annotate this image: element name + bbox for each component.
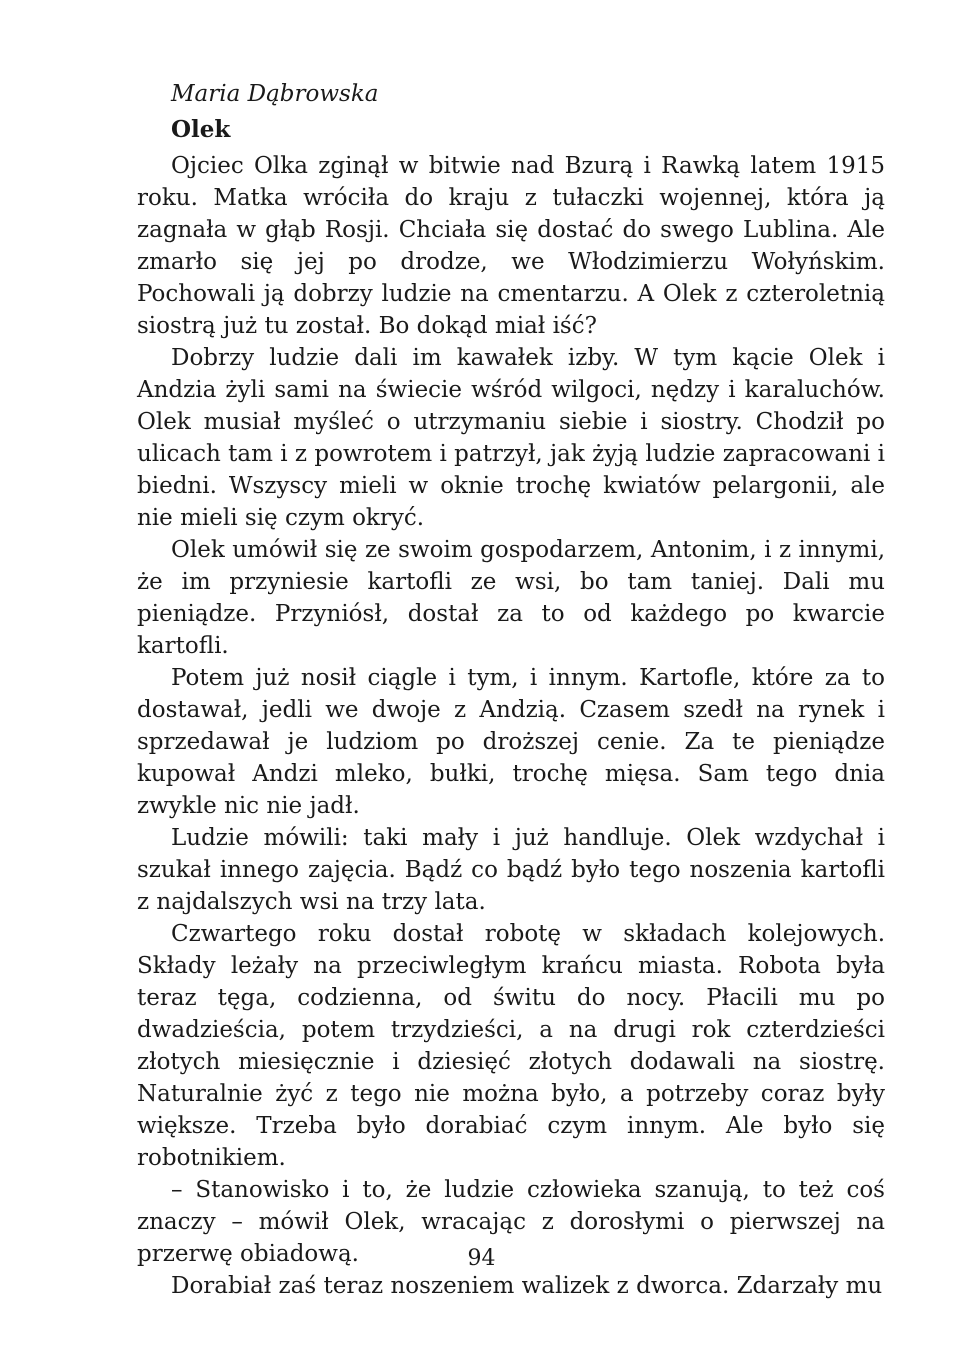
paragraph-6: Czwartego roku dostał robotę w składach kolejowych. Składy leżały na przeciwległym krańcu miasta. Robota była teraz tęga, codzienna, od świtu do nocy. Płacili mu po dwadzieścia, potem trzydzieści, a na drugi rok czterdzieści złotych miesięcznie i dziesięć złotych dodawali na siostrę. Naturalnie żyć z tego nie można było, a potrzeby coraz były większe. Trzeba było dorabiać czym innym. Ale było się robotnikiem.	[137, 921, 885, 1171]
paragraph-4: Potem już nosił ciągle i tym, i innym. Kartofle, które za to dostawał, jedli we dwoje z Andzią. Czasem szedł na rynek i sprzedawał je ludziom po droższej cenie. Za te pieniądze kupował Andzi mleko, bułki, trochę mięsa. Sam tego dnia zwykle nic nie jadł.	[137, 665, 885, 819]
paragraph-5: Ludzie mówili: taki mały i już handluje. Olek wzdychał i szukał innego zajęcia. Bądź co bądź było tego noszenia kartofli z najdalszych wsi na trzy lata.	[137, 825, 885, 915]
page-body	[137, 78, 885, 1302]
author-name: Maria Dąbrowska	[171, 81, 379, 107]
page-number: 94	[467, 1246, 496, 1271]
paragraph-3: Olek umówił się ze swoim gospodarzem, Antonim, i z innymi, że im przyniesie kartofli ze wsi, bo tam taniej. Dali mu pieniądze. Przyniósł, dostał za to od każdego po kwarcie kartofli.	[137, 537, 885, 659]
paragraph-1: Ojciec Olka zginął w bitwie nad Bzurą i Rawką latem 1915 roku. Matka wróciła do kraju z tułaczki wojennej, która ją zagnała w głąb Rosji. Chciała się dostać do swego Lublina. Ale zmarło się jej po drodze, we Włodzimierzu Wołyńskim. Pochowali ją dobrzy ludzie na cmentarzu. A Olek z czteroletnią siostrą już tu został. Bo dokąd miał iść?	[137, 153, 885, 339]
paragraph-8: Dorabiał zaś teraz noszeniem walizek z dworca. Zdarzały mu	[171, 1273, 883, 1299]
paragraph-2: Dobrzy ludzie dali im kawałek izby. W tym kącie Olek i Andzia żyli sami na świecie wśród wilgoci, nędzy i karaluchów. Olek musiał myśleć o utrzymaniu siebie i siostry. Chodził po ulicach tam i z powrotem i patrzył, jak żyją ludzie zapracowani i biedni. Wszyscy mieli w oknie trochę kwiatów pelargonii, ale nie mieli się czym okryć.	[137, 345, 885, 531]
paragraph-7: – Stanowisko i to, że ludzie człowieka szanują, to też coś znaczy – mówił Olek, wracając z dorosłymi o pierwszej na przerwę obiadową.	[137, 1177, 885, 1267]
story-title: Olek	[171, 116, 231, 143]
